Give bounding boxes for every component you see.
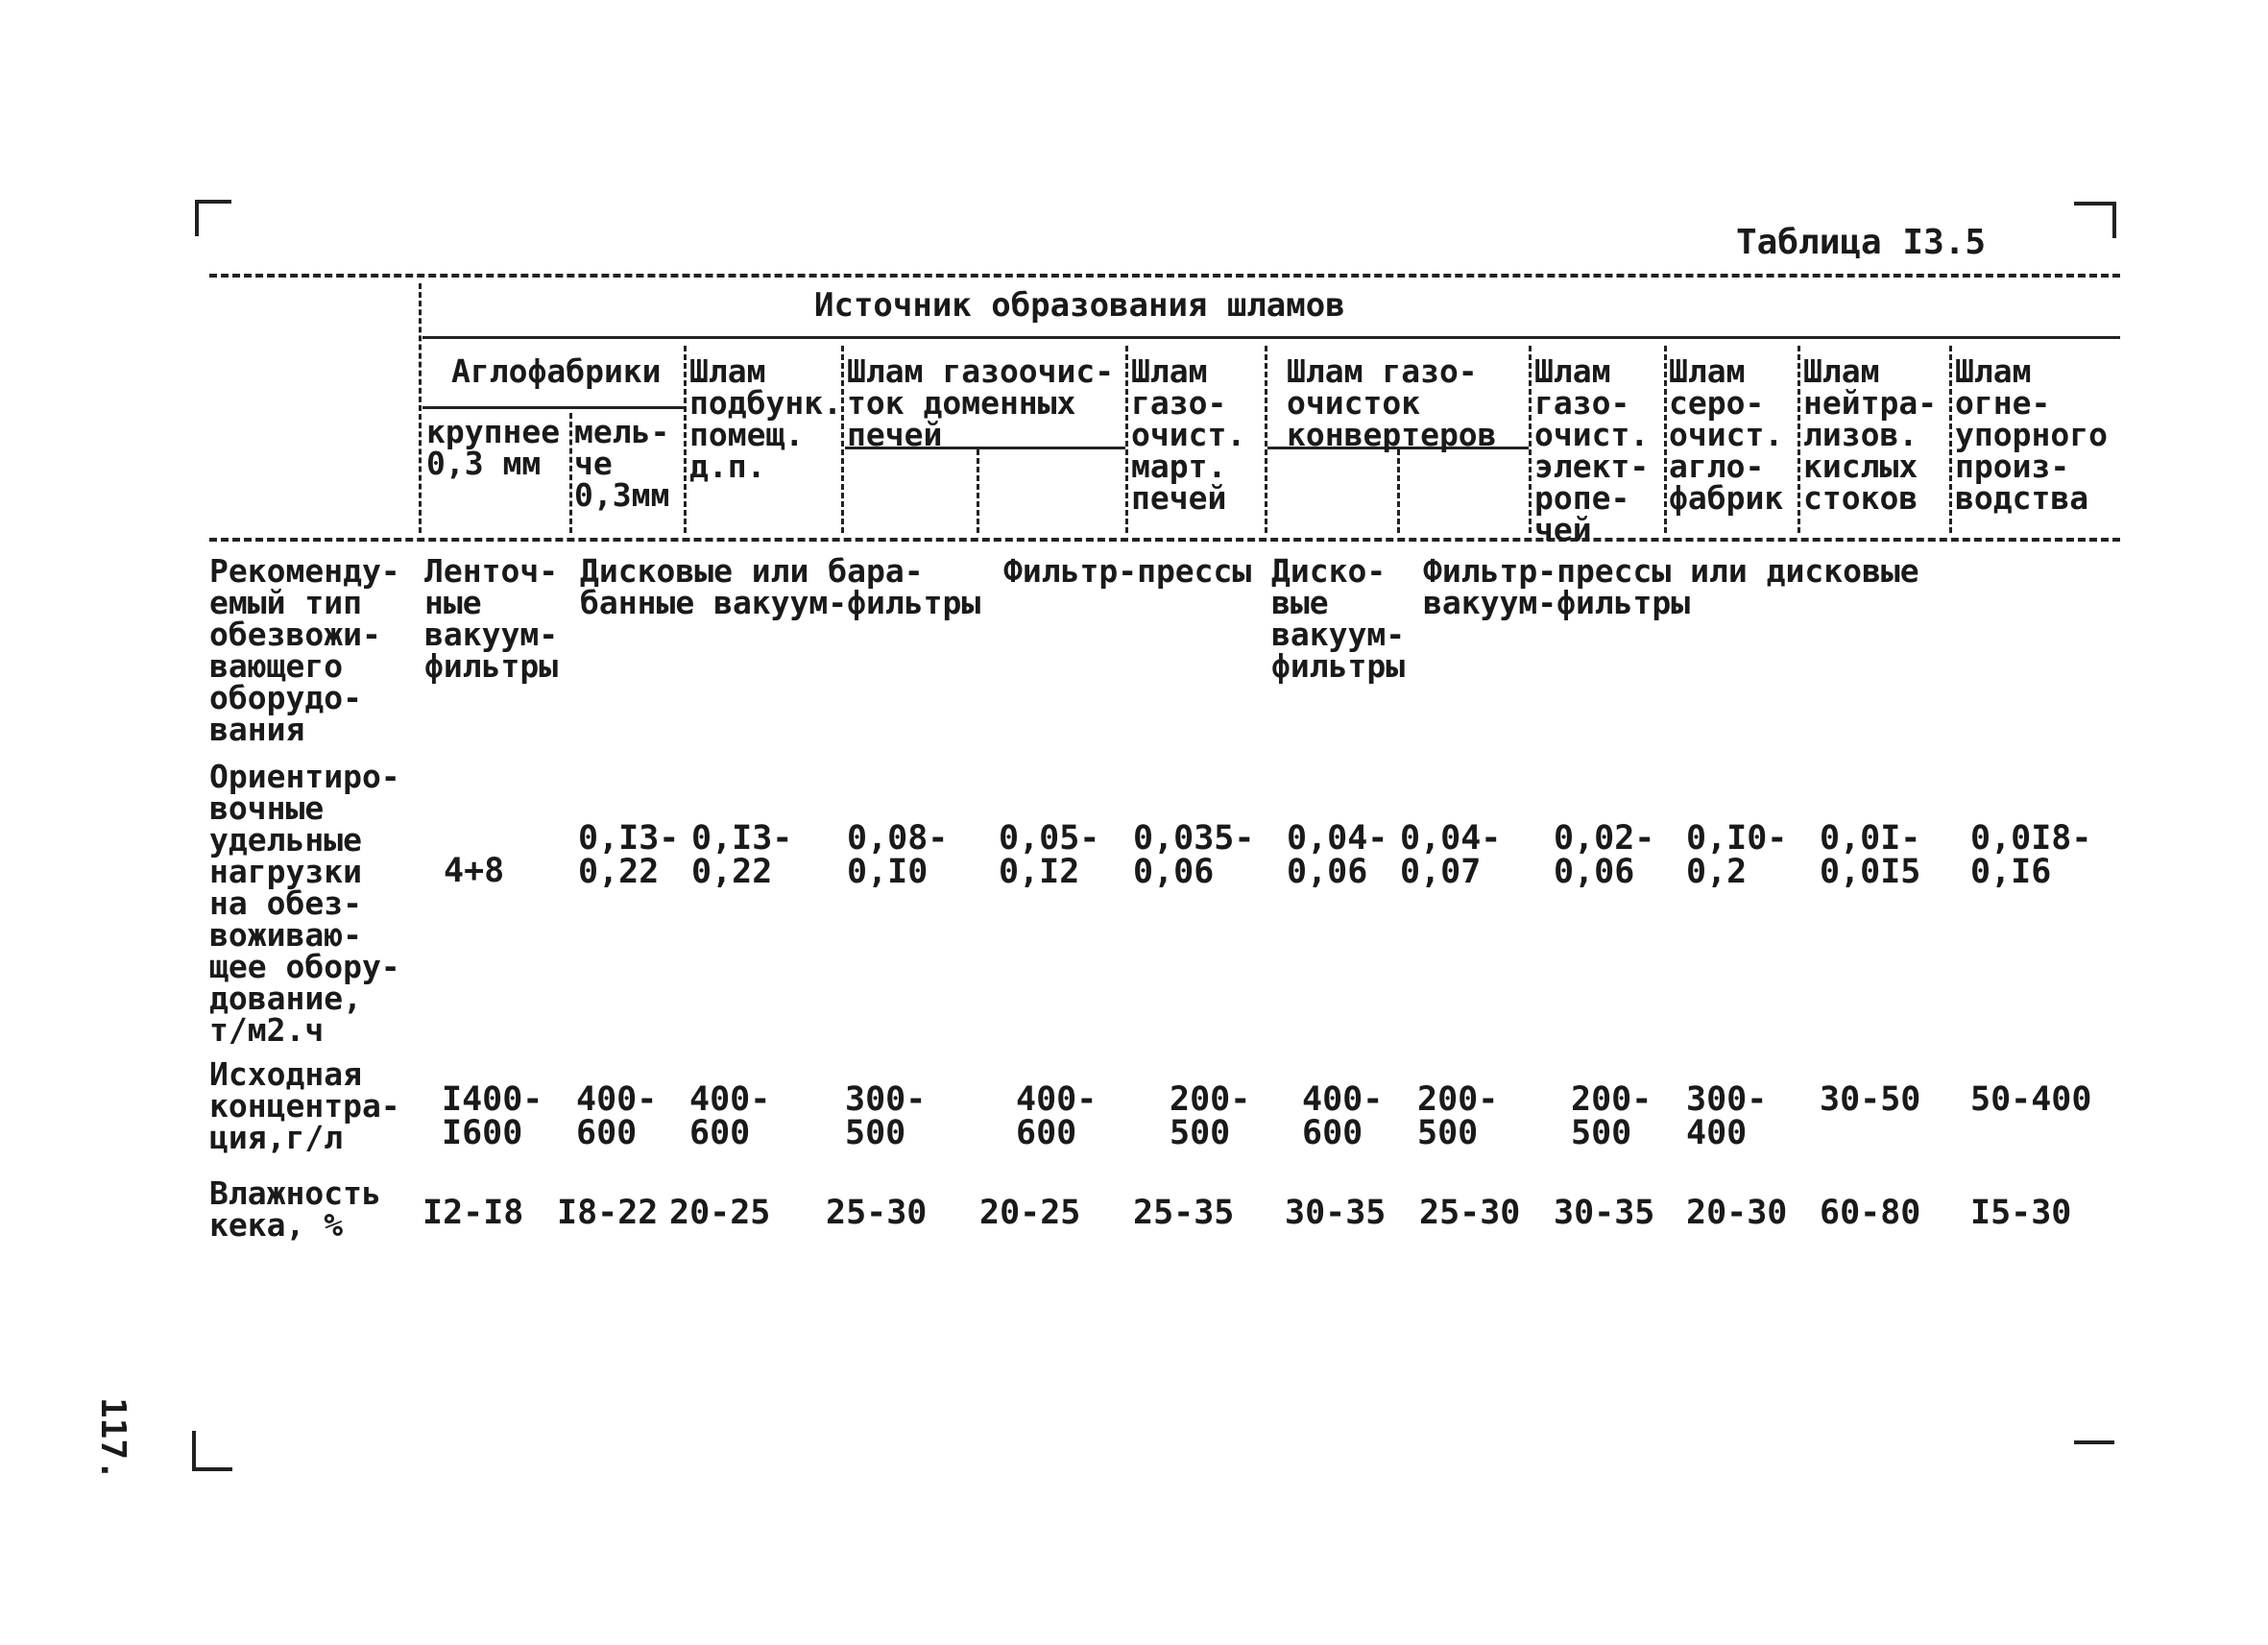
concentration-cell: 200- 500 (1571, 1080, 1653, 1152)
moisture-cell: I5-30 (1970, 1194, 2072, 1232)
concentration-cell: 300- 500 (845, 1080, 927, 1152)
concentration-cell: 400- 600 (1302, 1080, 1384, 1152)
equipment-filter-press: Фильтр-прессы (1003, 552, 1252, 590)
moisture-cell: 60-80 (1820, 1194, 1921, 1232)
header-col-domen: Шлам газоочис- ток доменных печей (847, 352, 1115, 453)
load-cell: 0,05- 0,I2 (999, 819, 1100, 891)
concentration-cell: 400- 600 (576, 1080, 658, 1152)
header-col-podbunk: Шлам подбунк. помещ. д.п. (689, 352, 842, 485)
header-sep-2 (684, 346, 687, 533)
moisture-cell: 30-35 (1285, 1194, 1387, 1232)
moisture-cell: 20-25 (979, 1194, 1081, 1232)
group-title-rule (422, 336, 2120, 339)
load-cell: 4+8 (444, 852, 505, 890)
header-sep-9 (1949, 346, 1952, 533)
equipment-disc-filters: Диско- вые вакуум- фильтры (1271, 552, 1406, 685)
header-col-aglo: Аглофабрики (451, 352, 662, 390)
moisture-cell: 25-35 (1133, 1194, 1235, 1232)
header-sep-3b (977, 449, 979, 533)
header-sep-5b (1397, 449, 1400, 533)
load-cell: 0,0I- 0,0I5 (1820, 819, 1921, 891)
header-sep-6 (1529, 346, 1532, 533)
row-label-concentration: Исходная концентра- ция,г/л (209, 1055, 400, 1156)
concentration-cell: I400- I600 (442, 1080, 543, 1152)
header-sep-7 (1664, 346, 1667, 533)
header-col-konv: Шлам газо- очисток конвертеров (1287, 352, 1497, 453)
header-sep-5 (1265, 346, 1267, 533)
moisture-cell: I2-I8 (422, 1194, 524, 1232)
header-sep-4 (1125, 346, 1128, 533)
header-col-sero: Шлам серо- очист. агло- фабрик (1669, 352, 1784, 517)
moisture-cell: 20-25 (669, 1194, 771, 1232)
load-cell: 0,I3- 0,22 (691, 819, 793, 891)
corner-mark-bottom-right (2074, 1440, 2114, 1444)
concentration-cell: 200- 500 (1170, 1080, 1251, 1152)
header-col-aglo-coarse: крупнее 0,3 мм (426, 413, 561, 482)
equipment-disc-drum: Дисковые или бара- банные вакуум-фильтры (580, 552, 981, 621)
moisture-cell: I8-22 (557, 1194, 659, 1232)
load-cell: 0,0I8- 0,I6 (1970, 819, 2092, 891)
concentration-cell: 400- 600 (1016, 1080, 1098, 1152)
load-cell: 0,02- 0,06 (1554, 819, 1655, 891)
concentration-cell: 30-50 (1820, 1080, 1921, 1119)
concentration-cell: 200- 500 (1417, 1080, 1499, 1152)
header-col-aglo-fine: мель- че 0,3мм (574, 413, 670, 514)
header-sep-left (419, 283, 422, 533)
load-cell: 0,035- 0,06 (1133, 819, 1255, 891)
row-label-equipment: Рекоменду- емый тип обезвожи- вающего оборудо- вания (209, 552, 400, 748)
header-col-elektr: Шлам газо- очист. элект- ропе- чей (1534, 352, 1650, 548)
load-cell: 0,04- 0,06 (1287, 819, 1388, 891)
concentration-cell: 50-400 (1970, 1080, 2092, 1119)
corner-mark-top-left-h (195, 200, 231, 204)
concentration-cell: 300- 400 (1686, 1080, 1768, 1152)
moisture-cell: 25-30 (826, 1194, 928, 1232)
concentration-cell: 400- 600 (689, 1080, 771, 1152)
corner-mark-top-left (195, 200, 199, 236)
table-title: Таблица I3.5 (1736, 223, 1987, 262)
equipment-belt-filters: Ленточ- ные вакуум- фильтры (424, 552, 559, 685)
header-sep-1 (569, 413, 572, 533)
header-sep-8 (1798, 346, 1800, 533)
header-group-title: Источник образования шламов (814, 286, 1345, 325)
moisture-cell: 20-30 (1686, 1194, 1788, 1232)
equipment-press-or-disc: Фильтр-прессы или дисковые вакуум-фильтры (1423, 552, 1919, 621)
table-top-rule (209, 274, 2120, 278)
load-cell: 0,I3- 0,22 (578, 819, 680, 891)
corner-mark-bottom-left-h (192, 1467, 232, 1471)
header-col-mart: Шлам газо- очист. март. печей (1131, 352, 1246, 517)
moisture-cell: 25-30 (1419, 1194, 1521, 1232)
load-cell: 0,I0- 0,2 (1686, 819, 1788, 891)
row-label-moisture: Влажность кека, % (209, 1174, 381, 1244)
corner-mark-bottom-left (192, 1431, 196, 1471)
corner-mark-top-right-h (2074, 202, 2116, 206)
moisture-cell: 30-35 (1554, 1194, 1655, 1232)
load-cell: 0,04- 0,07 (1400, 819, 1502, 891)
corner-mark-top-right (2112, 202, 2116, 238)
header-bottom-rule (209, 538, 2120, 542)
aglo-sub-rule (422, 406, 684, 409)
row-label-load: Ориентиро- вочные удельные нагрузки на обез- воживаю- щее обору- дование, т/м2.ч (209, 758, 400, 1049)
load-cell: 0,08- 0,I0 (847, 819, 949, 891)
header-col-ogne: Шлам огне- упорного произ- водства (1955, 352, 2108, 517)
header-col-neitr: Шлам нейтра- лизов. кислых стоков (1803, 352, 1938, 517)
page-number: 117. (93, 1397, 133, 1481)
